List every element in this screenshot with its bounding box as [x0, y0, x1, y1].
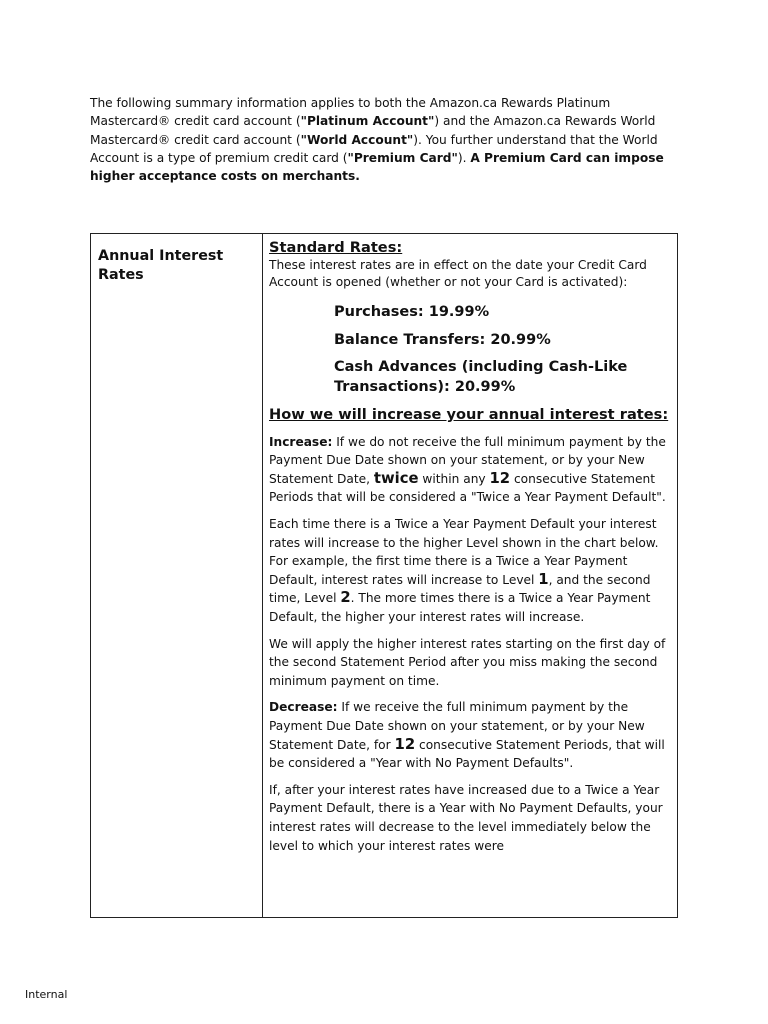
decrease-paragraph — [269, 698, 673, 772]
rate-purchases: Purchases: 19.99% — [334, 304, 490, 321]
each-time-text-1: Each time there is a Twice a Year Payment Default your interest rates will increase to the higher Level shown in the chart below. For example, the first time there is a Twice a Year Payment Default, interest rates will increase to Level — [269, 517, 659, 587]
intro-text-1: The following summary information applies to both the Amazon.ca Rewards Platinum Mastercard® credit card account ( — [90, 96, 611, 129]
if-after-paragraph: If, after your interest rates have increased due to a Twice a Year Payment Default, there is a Year with No Payment Defaults, your interest rates will decrease to the level immediately below the level to which your interest rates were — [269, 782, 663, 853]
intro-text-4: ). — [457, 150, 471, 165]
intro-premium-card: "Premium Card" — [347, 150, 458, 165]
increase-text-2: within any — [418, 471, 490, 486]
each-time-level-1: 1 — [538, 570, 549, 588]
apply-higher-paragraph: We will apply the higher interest rates starting on the first day of the second Statement Period after you miss making the second minimum payment on time. — [269, 636, 666, 688]
decrease-twelve: 12 — [394, 735, 416, 753]
intro-premium-notice: A Premium Card can impose higher acceptance costs on merchants. — [90, 150, 664, 184]
intro-text-3: ). You further understand that the World Account is a type of premium credit card ( — [90, 132, 658, 165]
intro-text-2: ) and the Amazon.ca Rewards World Mastercard® credit card account ( — [90, 114, 656, 147]
content-cell — [263, 234, 678, 918]
intro-paragraph — [90, 94, 690, 185]
rate-balance-transfers: Balance Transfers: 20.99% — [334, 331, 551, 348]
decrease-lead: Decrease: — [269, 700, 338, 715]
interest-rates-table — [90, 233, 678, 918]
decrease-text-2: consecutive Statement Periods, that will be considered a "Year with No Payment Defaults". — [269, 737, 665, 771]
increase-paragraph — [269, 433, 673, 507]
increase-text-3: consecutive Statement Periods that will be considered a "Twice a Year Payment Default". — [269, 471, 666, 505]
standard-rates-description: These interest rates are in effect on the date your Credit Card Account is opened (whether or not your Card is activated): — [269, 258, 647, 289]
standard-rates-heading: Standard Rates: — [269, 239, 403, 256]
label-cell — [91, 234, 263, 918]
annual-interest-rates-label: Annual Interest Rates — [98, 248, 224, 283]
each-time-text-3: . The more times there is a Twice a Year Payment Default, the higher your interest rates will increase. — [269, 591, 651, 625]
each-time-paragraph — [269, 515, 673, 627]
each-time-text-2: , and the second time, Level — [269, 572, 651, 606]
increase-text-1: If we do not receive the full minimum payment by the Payment Due Date shown on your statement, or by your New Statement Date, — [269, 434, 666, 486]
footer-classification: Internal — [25, 988, 68, 1001]
decrease-text-1: If we receive the full minimum payment by the Payment Due Date shown on your statement, or by your New Statement Date, for — [269, 700, 645, 752]
increase-twice: twice — [373, 469, 419, 487]
rate-list — [334, 303, 673, 397]
intro-platinum-account: "Platinum Account" — [300, 114, 435, 129]
rate-cash-advances: Cash Advances (including Cash-Like Transactions): 20.99% — [334, 359, 628, 395]
intro-world-account: "World Account" — [300, 132, 414, 147]
each-time-level-2: 2 — [340, 589, 351, 607]
increase-heading: How we will increase your annual interest rates: — [269, 406, 669, 424]
increase-lead: Increase: — [269, 434, 333, 449]
increase-twelve: 12 — [489, 469, 511, 487]
